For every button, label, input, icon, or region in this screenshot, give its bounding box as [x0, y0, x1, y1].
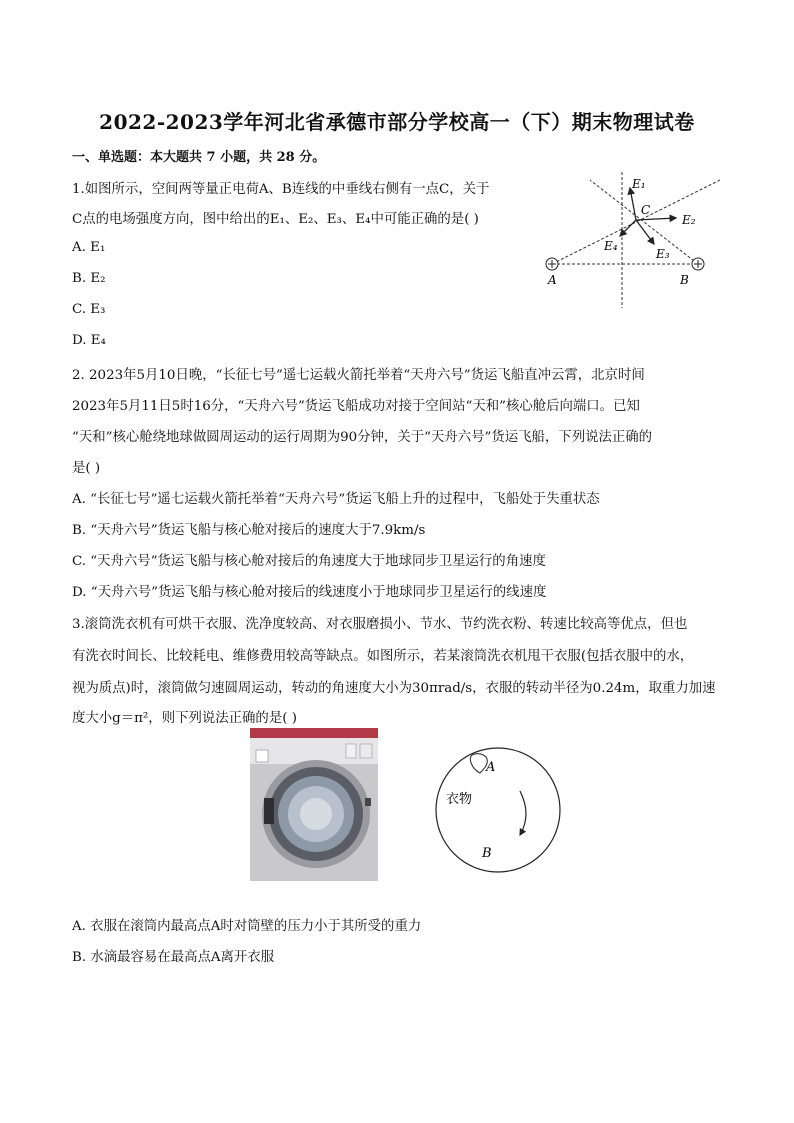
q2-stem-line4: 是( ) [72, 461, 101, 476]
exam-title: 2022-2023学年河北省承德市部分学校高一（下）期末物理试卷 [99, 110, 695, 134]
q2-stem-line2: 2023年5月11日5时16分，“天舟六号”货运飞船成功对接于空间站“天和”核心舱后向端口。已知 [72, 399, 640, 414]
q3-stem-line1: 3.滚筒洗衣机有可烘干衣服、洗净度较高、对衣服磨损小、节水、节约洗衣粉、转速比较高等优点，但也 [72, 617, 688, 632]
q3-option-b: B. 水滴最容易在最高点A离开衣服 [72, 950, 275, 965]
q3-option-a: A. 衣服在滚筒内最高点A时对筒壁的压力小于其所受的重力 [72, 919, 422, 934]
q1-option-d: D. E₄ [72, 333, 106, 348]
q3-stem-line4: 度大小g＝π²，则下列说法正确的是( ) [72, 711, 297, 726]
section-heading: 一、单选题：本大题共 7 小题，共 28 分。 [72, 150, 326, 165]
q2-option-d: D. “天舟六号”货运飞船与核心舱对接后的线速度小于地球同步卫星运行的线速度 [72, 585, 547, 600]
q2-option-a: A. “长征七号”遥七运载火箭托举着“天舟六号”货运飞船上升的过程中，飞船处于失重状态 [72, 492, 600, 507]
drum-circle-diagram [428, 745, 568, 875]
label-b: B [680, 273, 689, 287]
q1-option-c: C. E₃ [72, 302, 106, 317]
electric-field-diagram [540, 172, 720, 312]
label-a: A [548, 273, 557, 287]
label-c: C [641, 203, 651, 217]
label-e3: E₃ [656, 247, 670, 261]
q2-option-b: B. “天舟六号”货运飞船与核心舱对接后的速度大于7.9km/s [72, 523, 426, 538]
q3-stem-line3: 视为质点)时，滚筒做匀速圆周运动，转动的角速度大小为30πrad/s，衣服的转动半径为0.24m，取重力加速 [72, 681, 716, 696]
label-e2: E₂ [682, 213, 696, 227]
q1-option-a: A. E₁ [72, 240, 106, 255]
label-clothes: 衣物 [446, 792, 473, 807]
q2-stem-line1: 2. 2023年5月10日晚，“长征七号”遥七运载火箭托举着“天舟六号”货运飞船直冲云霄，北京时间 [72, 368, 645, 383]
label-point-b: B [482, 846, 492, 861]
q1-option-b: B. E₂ [72, 271, 106, 286]
q1-stem-line1: 1.如图所示，空间两等量正电荷A、B连线的中垂线右侧有一点C，关于 [72, 182, 490, 197]
label-point-a: A [486, 760, 496, 775]
washing-machine-photo [250, 728, 378, 881]
q1-stem-line2: C点的电场强度方向，图中给出的E₁、E₂、E₃、E₄中可能正确的是( ) [72, 212, 479, 227]
label-e1: E₁ [632, 177, 646, 191]
q2-option-c: C. “天舟六号”货运飞船与核心舱对接后的角速度大于地球同步卫星运行的角速度 [72, 554, 546, 569]
label-e4: E₄ [604, 239, 618, 253]
q3-stem-line2: 有洗衣时间长、比较耗电、维修费用较高等缺点。如图所示，若某滚筒洗衣机甩干衣服(包括衣服中的水， [72, 649, 694, 664]
q2-stem-line3: “天和”核心舱绕地球做圆周运动的运行周期为90分钟，关于“天舟六号”货运飞船，下列说法正确的 [72, 430, 653, 445]
